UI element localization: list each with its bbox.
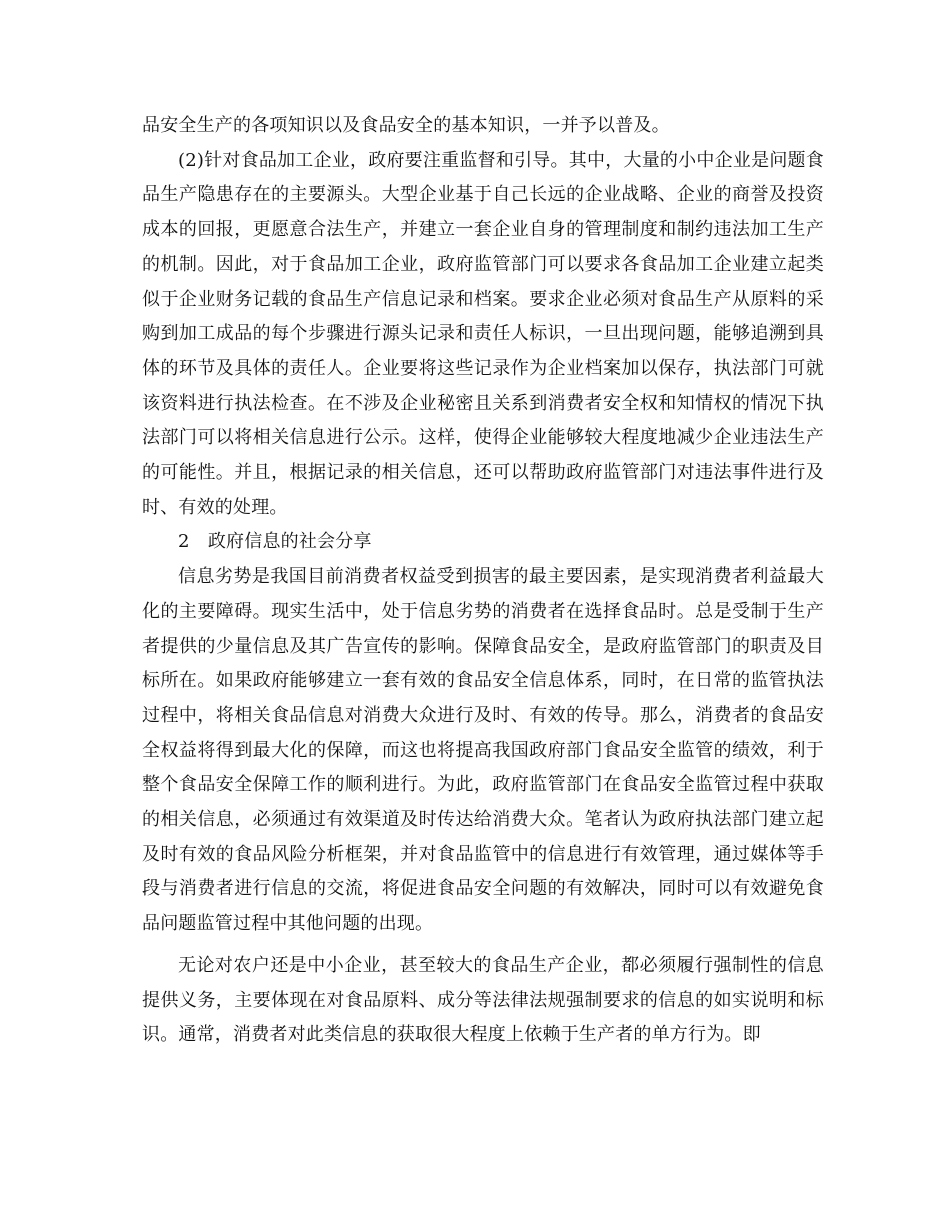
paragraph-mandatory-information: 无论对农户还是中小企业，甚至较大的食品生产企业，都必须履行强制性的信息提供义务，主要体现在对食品原料、成分等法律法规强制要求的信息的如实说明和标识。通常，消费者对此类信息的获取很大程度上依赖于生产者的单方行为。即 [142, 954, 824, 1046]
section-heading: 2 政府信息的社会分享 [178, 531, 372, 553]
document-body [142, 109, 824, 1053]
paragraph-continuation: 品安全生产的各项知识以及食品安全的基本知识，一并予以普及。 [142, 115, 670, 136]
paragraph-food-processing-enterprises: (2)针对食品加工企业，政府要注重监督和引导。其中，大量的小中企业是问题食品生产隐患存在的主要源头。大型企业基于自己长远的企业战略、企业的商誉及投资成本的回报，更愿意合法生产，并建立一套企业自身的管理制度和制约违法加工生产的机制。因此，对于食品加工企业，政府监管部门可以要求各食品加工企业建立起类似于企业财务记载的食品生产信息记录和档案。要求企业必须对食品生产从原料的采购到加工成品的每个步骤进行源头记录和责任人标识，一旦出现问题，能够追溯到具体的环节及具体的责任人。企业要将这些记录作为企业档案加以保存，执法部门可就该资料进行执法检查。在不涉及企业秘密且关系到消费者安全权和知情权的情况下执法部门可以将相关信息进行公示。这样，使得企业能够较大程度地减少企业违法生产的可能性。并且，根据记录的相关信息，还可以帮助政府监管部门对违法事件进行及时、有效的处理。 [142, 149, 824, 518]
paragraph-information-disadvantage: 信息劣势是我国目前消费者权益受到损害的最主要因素，是实现消费者利益最大化的主要障碍。现实生活中，处于信息劣势的消费者在选择食品时。总是受制于生产者提供的少量信息及其广告宣传的影响。保障食品安全，是政府监管部门的职责及目标所在。如果政府能够建立一套有效的食品安全信息体系，同时，在日常的监管执法过程中，将相关食品信息对消费大众进行及时、有效的传导。那么，消费者的食品安全权益将得到最大化的保障，而这也将提高我国政府部门食品安全监管的绩效，利于整个食品安全保障工作的顺利进行。为此，政府监管部门在食品安全监管过程中获取的相关信息，必须通过有效渠道及时传达给消费大众。笔者认为政府执法部门建立起及时有效的食品风险分析框架，并对食品监管中的信息进行有效管理，通过媒体等手段与消费者进行信息的交流，将促进食品安全问题的有效解决，同时可以有效避免食品问题监管过程中其他问题的出现。 [142, 566, 824, 935]
